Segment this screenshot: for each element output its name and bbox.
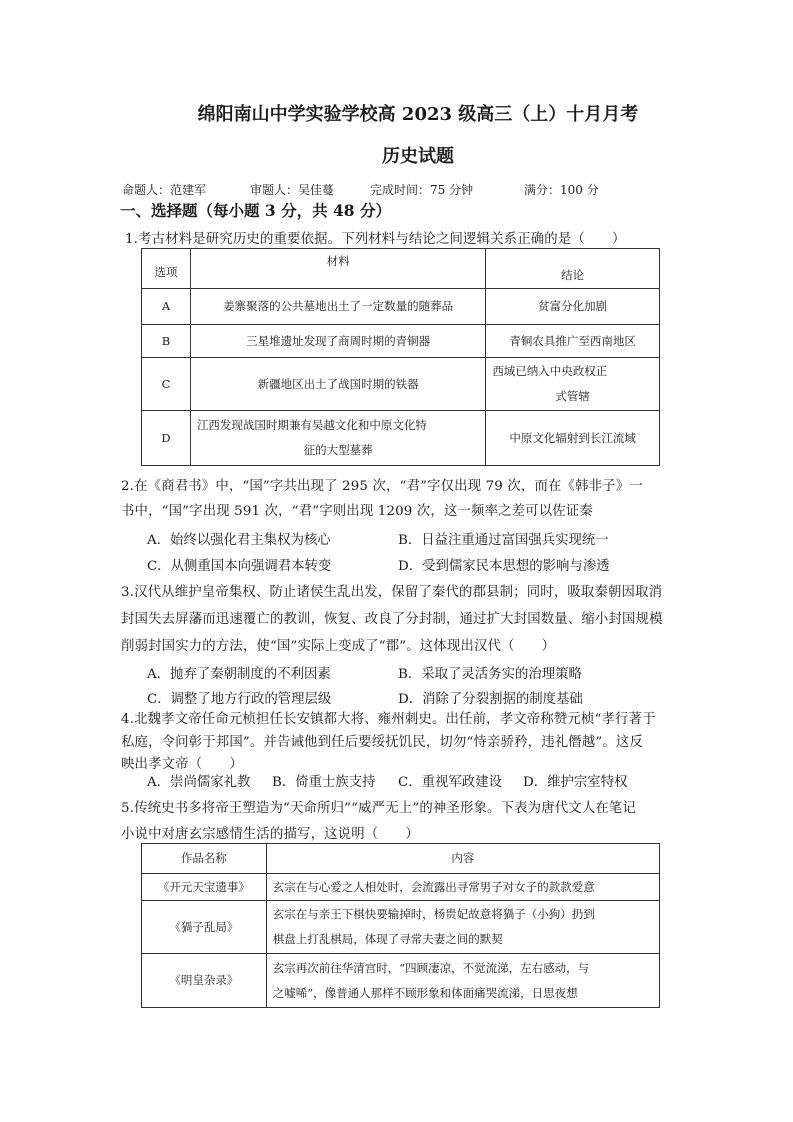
option-label: A (142, 289, 191, 325)
table-row (142, 954, 660, 1008)
q3-line: 削弱封国实力的方法，使“国”实际上变成了“郡”。这体现出汉代（ ） (121, 639, 556, 654)
q1-stem: 1.考古材料是研究历史的重要依据。下列材料与结论之间逻辑关系正确的是（ ） (125, 232, 626, 247)
table-row (142, 901, 660, 954)
table-row (142, 358, 660, 411)
option-label: D (142, 411, 191, 466)
q5-line: 5.传统史书多将帝王塑造为“天命所归”“威严无上”的神圣形象。下表为唐代文人在笔记 (121, 801, 636, 816)
author: 命题人：范建军 (122, 183, 207, 197)
content: 玄宗在与心爱之人相处时，会流露出寻常男子对女子的款款爱意 (266, 874, 659, 901)
content-line: 玄宗在与亲王下棋快要输掉时，杨贵妃故意将猧子（小狗）扔到 (272, 907, 595, 921)
conclusion (486, 358, 660, 411)
conclusion: 中原文化辐射到长江流域 (486, 411, 660, 466)
option-label: B (142, 325, 191, 358)
material-line: 江西发现战国时期兼有吴越文化和中原文化特 (196, 418, 427, 432)
q4-option-a: A．崇尚儒家礼教 (147, 775, 251, 790)
q5-line: 小说中对唐玄宗感情生活的描写，这说明（ ） (121, 827, 419, 842)
q3-option-a: A．抛弃了秦朝制度的不利因素 (147, 667, 331, 682)
conclusion-line: 西域已纳入中央政权正 (492, 364, 608, 378)
q2-option-a: A．始终以强化君主集权为核心 (147, 533, 331, 548)
q4-option-c: C．重视军政建设 (398, 775, 502, 790)
q4-line: 私庭，令问彰于邦国”。并告诫他到任后要绥抚饥民，切勿“恃亲骄矜，违礼僭越”。这反 (121, 735, 643, 750)
q3-option-d: D．消除了分裂割据的制度基础 (398, 692, 583, 707)
q2-option-d: D．受到儒家民本思想的影响与渗透 (398, 559, 610, 574)
q2-line: 书中，“国”字出现 591 次，“君”字则出现 1209 次，这一频率之差可以佐证秦 (121, 504, 593, 519)
content (266, 954, 659, 1008)
q4-option-d: D．维护宗室特权 (523, 775, 628, 790)
table-row (142, 325, 660, 358)
header-content: 内容 (266, 844, 659, 874)
exam-subtitle: 历史试题 (382, 146, 454, 167)
table-row (142, 289, 660, 325)
section-title: 一、选择题（每小题 3 分，共 48 分） (120, 201, 391, 220)
time-limit: 完成时间：75 分钟 (370, 183, 474, 197)
content (266, 901, 659, 954)
header-material: 材料 (190, 249, 485, 289)
material: 姜寨聚落的公共墓地出土了一定数量的随葬品 (190, 289, 485, 325)
material-line: 征的大型墓葬 (303, 443, 373, 457)
q1-table (141, 248, 660, 466)
q4-line: 4.北魏孝文帝任命元桢担任长安镇都大将、雍州刺史。出任前，孝文帝称赞元桢“孝行著于 (121, 712, 656, 727)
q2-line: 2.在《商君书》中，“国”字共出现了 295 次，“君”字仅出现 79 次，而在《韩非子》一 (121, 479, 643, 494)
content-line: 玄宗再次前往华清宫时，“四顾凄凉，不觉流涕，左右感动，与 (272, 960, 590, 975)
work-title: 《明皇杂录》 (142, 954, 267, 1008)
material: 三星堆遗址发现了商周时期的青铜器 (190, 325, 485, 358)
material (190, 411, 485, 466)
q5-table (141, 843, 660, 1008)
q2-option-c: C．从侧重国本向强调君本转变 (147, 559, 332, 574)
option-label: C (142, 358, 191, 411)
conclusion: 贫富分化加剧 (486, 289, 660, 325)
work-title: 《猧子乱局》 (142, 901, 267, 954)
q4-option-b: B．倚重士族支持 (272, 775, 376, 790)
material: 新疆地区出土了战国时期的铁器 (190, 358, 485, 411)
full-score: 满分：100 分 (524, 183, 599, 197)
table-row (142, 874, 660, 901)
conclusion: 青铜农具推广至西南地区 (486, 325, 660, 358)
table-row (142, 411, 660, 466)
reviewer: 审题人：吴佳蔓 (250, 183, 335, 197)
q3-option-b: B．采取了灵活务实的治理策略 (398, 667, 582, 682)
header-option: 选项 (142, 249, 191, 289)
exam-title: 绵阳南山中学实验学校高 2023 级高三（上）十月月考 (197, 104, 639, 125)
q2-option-b: B．日益注重通过富国强兵实现统一 (398, 533, 609, 548)
header-work: 作品名称 (142, 844, 267, 874)
work-title: 《开元天宝遗事》 (142, 874, 267, 901)
q4-line: 映出孝文帝（ ） (121, 757, 243, 772)
q3-line: 3.汉代从维护皇帝集权、防止诸侯生乱出发，保留了秦代的郡县制；同时，吸取秦朝因取消 (121, 585, 663, 600)
content-line: 之嘘唏”，像普通人那样不顾形象和体面痛哭流涕，日思夜想 (272, 985, 578, 1000)
q3-line: 封国失去屏藩而迅速覆亡的教训，恢复、改良了分封制，通过扩大封国数量、缩小封国规模 (121, 612, 663, 627)
conclusion-line: 式管辖 (555, 389, 590, 403)
q3-option-c: C．调整了地方行政的管理层级 (147, 692, 332, 707)
content-line: 棋盘上打乱棋局，体现了寻常夫妻之间的默契 (272, 932, 503, 946)
header-conclusion: 结论 (486, 249, 660, 289)
